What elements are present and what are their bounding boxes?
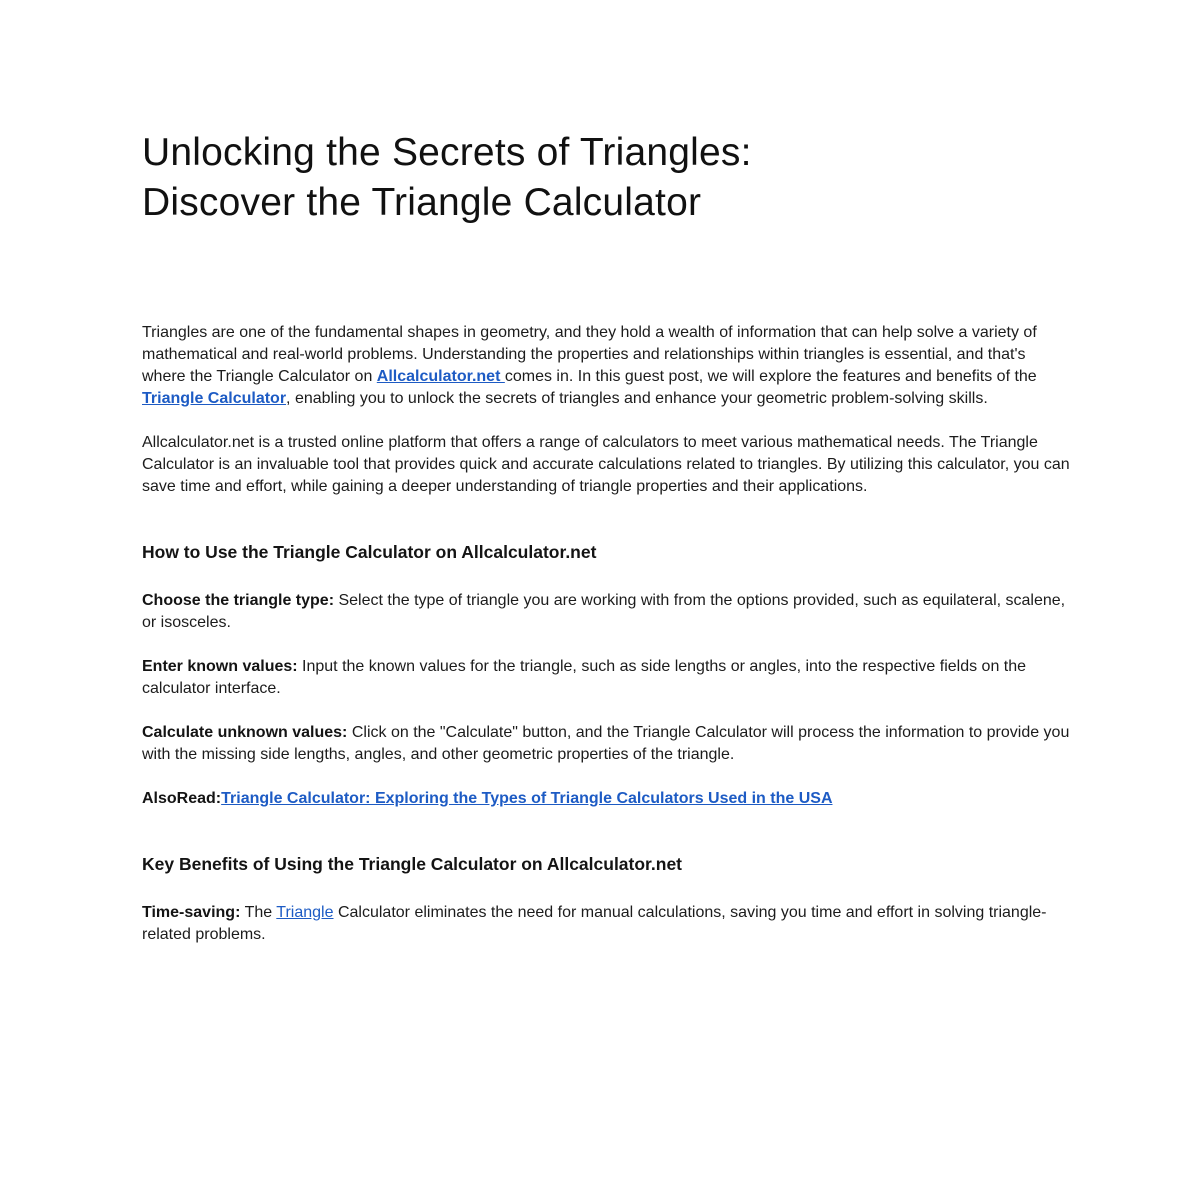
triangle-link[interactable]: Triangle (276, 904, 334, 921)
intro1-text-2: comes in. In this guest post, we will explore the features and benefits of the (504, 368, 1037, 385)
triangle-calculator-link[interactable]: Triangle Calculator (142, 390, 287, 407)
benefit-time-saving (142, 902, 1072, 946)
intro1-text-1: Triangles are one of the fundamental shapes in geometry, and they hold a wealth of information that can help solve a variety of mathematical and real-world problems. Understanding the properties and relationships within triangles is essential, and that's where the Triangle Calculator on (142, 324, 1037, 385)
step-label: Choose the triangle type: (142, 592, 335, 609)
also-read-link[interactable]: Triangle Calculator: Exploring the Types of Triangle Calculators Used in the USA (221, 790, 833, 807)
also-read (142, 788, 1072, 810)
step-text: Input the known values for the triangle, such as side lengths or angles, into the respective fields on the calculator interface. (142, 658, 1027, 697)
intro-paragraph-1 (142, 322, 1072, 410)
benefit-text-1: The (240, 904, 277, 921)
step-calculate-unknown (142, 722, 1072, 766)
step-enter-values (142, 656, 1072, 700)
step-text: Select the type of triangle you are working with from the options provided, such as equilateral, scalene, or isosceles. (142, 592, 1066, 631)
page-title (142, 128, 1072, 228)
allcalculator-link[interactable]: Allcalculator.net (376, 368, 505, 385)
also-read-label: AlsoRead: (142, 790, 222, 807)
section-heading-how-to-use: How to Use the Triangle Calculator on Allcalculator.net (142, 542, 597, 562)
title-line-2: Discover the Triangle Calculator (142, 181, 702, 224)
step-label: Enter known values: (142, 658, 298, 675)
section-heading-key-benefits: Key Benefits of Using the Triangle Calculator on Allcalculator.net (142, 854, 683, 874)
step-choose-type (142, 590, 1072, 634)
step-text: Click on the "Calculate" button, and the Triangle Calculator will process the information to provide you with the missing side lengths, angles, and other geometric properties of the triangle. (142, 724, 1070, 763)
benefit-text-2: Calculator eliminates the need for manual calculations, saving you time and effort in solving triangle-related problems. (142, 904, 1047, 943)
intro1-text-3: , enabling you to unlock the secrets of triangles and enhance your geometric problem-solving skills. (286, 390, 988, 407)
document-page (142, 128, 1072, 946)
benefit-label: Time-saving: (142, 904, 241, 921)
intro-paragraph-2: Allcalculator.net is a trusted online platform that offers a range of calculators to meet various mathematical needs. The Triangle Calculator is an invaluable tool that provides quick and accurate calculations related to triangles. By utilizing this calculator, you can save time and effort, while gaining a deeper understanding of triangle properties and their applications. (142, 434, 1070, 495)
title-line-1: Unlocking the Secrets of Triangles: (142, 131, 752, 174)
step-label: Calculate unknown values: (142, 724, 348, 741)
